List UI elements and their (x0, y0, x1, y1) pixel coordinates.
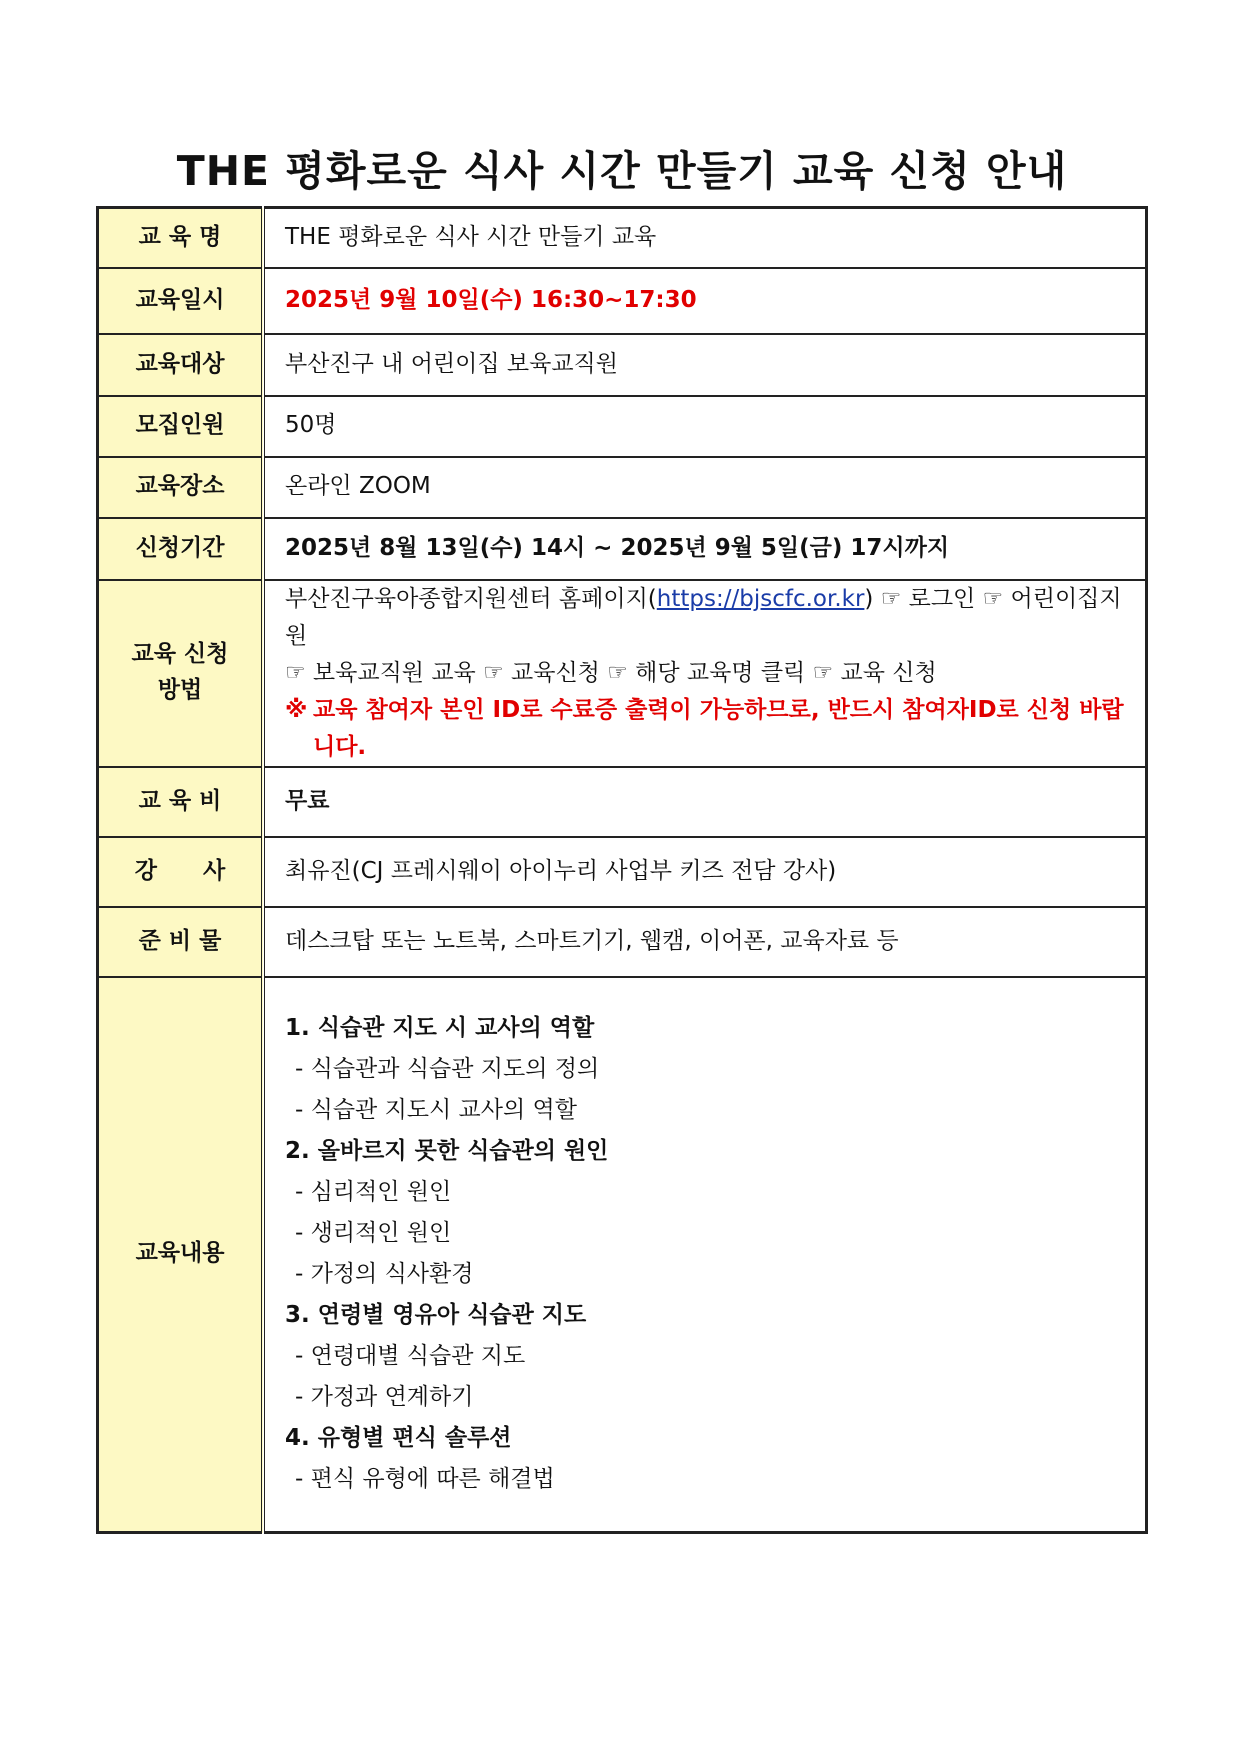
page-title: THE 평화로운 식사 시간 만들기 교육 신청 안내 (176, 147, 1068, 195)
row-course-name (98, 208, 1147, 268)
value-instructor: 최유진(CJ 프레시웨이 아이누리 사업부 키즈 전담 강사) (263, 837, 1147, 907)
method-line1 (285, 581, 1135, 655)
row-instructor (98, 837, 1147, 907)
row-target (98, 334, 1147, 396)
label-method (98, 580, 264, 767)
row-supplies (98, 907, 1147, 977)
value-content (263, 977, 1147, 1533)
content-section-item: - 가정과 연계하기 (295, 1384, 474, 1411)
label-course-name: 교 육 명 (98, 208, 264, 268)
label-method-line1: 교육 신청 (131, 641, 229, 668)
content-section-title: 3. 연령별 영유아 식습관 지도 (285, 1302, 587, 1329)
method-line1-post: ) ☞ 로그인 ☞ 어린이집지원 (285, 585, 1122, 649)
content-section-item: - 연령대별 식습관 지도 (295, 1343, 526, 1370)
label-recruit: 모집인원 (98, 396, 264, 457)
value-period: 2025년 8월 13일(수) 14시 ~ 2025년 9월 5일(금) 17시까지 (263, 518, 1147, 580)
content-section-title: 4. 유형별 편식 솔루션 (285, 1425, 512, 1452)
label-place: 교육장소 (98, 457, 264, 518)
value-course-name: THE 평화로운 식사 시간 만들기 교육 (263, 208, 1147, 268)
content-section-item: - 가정의 식사환경 (295, 1261, 474, 1288)
label-content: 교육내용 (98, 977, 264, 1533)
value-place: 온라인 ZOOM (263, 457, 1147, 518)
label-target: 교육대상 (98, 334, 264, 396)
row-method (98, 580, 1147, 767)
info-table (96, 206, 1148, 1534)
value-supplies: 데스크탑 또는 노트북, 스마트기기, 웹캠, 이어폰, 교육자료 등 (263, 907, 1147, 977)
content-section-item: - 생리적인 원인 (295, 1220, 452, 1247)
content-section-title: 2. 올바르지 못한 식습관의 원인 (285, 1138, 609, 1165)
value-fee: 무료 (263, 767, 1147, 837)
label-instructor: 강 사 (98, 837, 264, 907)
row-content (98, 977, 1147, 1533)
content-section-item: - 심리적인 원인 (295, 1179, 452, 1206)
row-place (98, 457, 1147, 518)
value-target: 부산진구 내 어린이집 보육교직원 (263, 334, 1147, 396)
row-course-date (98, 268, 1147, 334)
content-section-item: - 편식 유형에 따른 해결법 (295, 1466, 555, 1493)
row-fee (98, 767, 1147, 837)
label-course-date: 교육일시 (98, 268, 264, 334)
value-course-date: 2025년 9월 10일(수) 16:30~17:30 (263, 268, 1147, 334)
note-mark: ※ (285, 696, 308, 723)
method-line1-pre: 부산진구육아종합지원센터 홈페이지( (285, 585, 657, 612)
method-line2: ☞ 보육교직원 교육 ☞ 교육신청 ☞ 해당 교육명 클릭 ☞ 교육 신청 (285, 659, 937, 686)
method-note (285, 692, 1135, 766)
label-period: 신청기간 (98, 518, 264, 580)
label-supplies: 준 비 물 (98, 907, 264, 977)
label-fee: 교 육 비 (98, 767, 264, 837)
note-text: 교육 참여자 본인 ID로 수료증 출력이 가능하므로, 반드시 참여자ID로 신청 바랍니다. (313, 696, 1124, 760)
homepage-link[interactable]: https://bjscfc.or.kr (656, 585, 865, 612)
content-section-item: - 식습관 지도시 교사의 역할 (295, 1097, 577, 1124)
row-period (98, 518, 1147, 580)
row-recruit (98, 396, 1147, 457)
value-method (263, 580, 1147, 767)
value-recruit: 50명 (263, 396, 1147, 457)
content-section-title: 1. 식습관 지도 시 교사의 역할 (285, 1015, 595, 1042)
label-method-line2: 방법 (157, 677, 203, 703)
content-section-item: - 식습관과 식습관 지도의 정의 (295, 1056, 600, 1083)
